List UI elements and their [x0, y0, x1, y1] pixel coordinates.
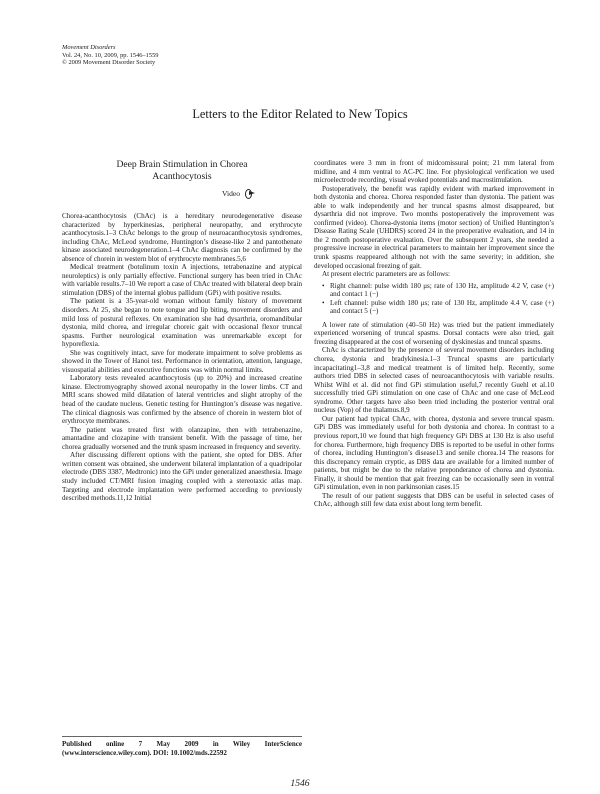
left-paragraph: Laboratory tests revealed acanthocytosis (up to 20%) and increased creatine kinase. Electromyography showed axonal neuropathy in the lower limbs. CT and MRI scans showed mild dilatation of lateral ventricles and slight atrophy of the head of the caudate nucleus. Genetic testing for Huntington’s disease was negative. The clinical diagnosis was confirmed by the absence of chorein in western blot of erythrocyte membranes. [62, 374, 302, 426]
right-paragraph: ChAc is characterized by the presence of several movement disorders including chorea, dystonia and bradykinesia.1–3 Truncal spasms are particularly incapacitating1–3,8 and medical treatment is of limited help. Recently, some authors tried DBS in selected cases of neuroacanthocytosis with variable results. Whilst Wihl et al. did not find GPi stimulation useful,7 recently Guehl et al.10 successfully tried GPi stimulation on one case of ChAc and one case of McLeod syndrome. Other targets have also been tried including the posterior ventral oral nucleus (Vop) of the thalamus.8,9 [314, 346, 554, 415]
parameter-list [314, 282, 554, 316]
journal-header [62, 44, 158, 67]
parameter-item [322, 282, 554, 299]
right-paragraph: Postoperatively, the benefit was rapidly evident with marked improvement in both dystonia and chorea. Chorea responded faster than dystonia. The patient was able to walk independently and her truncal spasms almost disappeared, but dysarthria did not improve. Two months postoperatively the improvement was confirmed (video). Chorea-dystonia items (motor section) of Unified Huntington’s Disease Rating Scale (UHDRS) scored 24 in the preoperative evaluation, and 14 in the 2 month postoperative evaluation. Over the subsequent 2 years, she needed a progressive increase in electrical parameters to maintain her improvement since the trunk spasms reappeared although not with the same severity; in addition, she developed occasional freezing of gait. [314, 184, 554, 270]
section-title: Letters to the Editor Related to New Topics [192, 107, 408, 121]
right-column [314, 159, 554, 509]
video-camera-icon [245, 188, 257, 198]
left-column [62, 212, 302, 503]
left-paragraph: After discussing different options with the patient, she opted for DBS. After written consent was obtained, she underwent bilateral implantation of a quadripolar electrode (DBS 3387, Medtronic) into the GPi under generalized anaesthesia. Image study included CT/MRI fusion imaging coupled with a stereotaxic atlas map. Targeting and electrode implantation were performed according to previously described methods.11,12 Initial [62, 451, 302, 503]
journal-citation: Vol. 24, No. 10, 2009, pp. 1546–1559 [62, 51, 159, 59]
left-paragraph: The patient is a 35-year-old woman without family history of movement disorders. At 25, she began to note tongue and lip biting, movement disorders and mild loss of postural reflexes. On examination she had dysarthria, oromandibular dystonia, mild chorea, and irregular choreic gait with occasional flexor truncal spasms. Further neurological examination was unremarkable except for hyporeflexia. [62, 297, 302, 349]
footnote-divider [62, 736, 302, 737]
parameter-text: • Right channel: pulse width 180 μs; rate of 130 Hz, amplitude 4.2 V, case (+) and contact 1 (−) [330, 281, 554, 299]
journal-name: Movement Disorders [62, 44, 116, 51]
video-badge[interactable] [222, 188, 257, 198]
article-title-line1: Deep Brain Stimulation in Chorea [116, 159, 248, 170]
left-paragraph: The patient was treated first with olanzapine, then with tetrabenazine, amantadine and clozapine with transient benefit. With the passage of time, her chorea gradually worsened and the trunk spasm increased in frequency and severity. [62, 425, 302, 451]
left-paragraph: Medical treatment (botulinum toxin A injections, tetrabenazine and atypical neuroleptics) is only partially effective. Functional surgery has been tried in ChAc with variable results.7–10 We report a case of ChAc treated with bilateral deep brain stimulation (DBS) of the internal globus pallidum (GPi) with positive results. [62, 263, 303, 297]
article-title [62, 159, 302, 183]
left-paragraph: Chorea-acanthocytosis (ChAc) is a hereditary neurodegenerative disease characterized by hyperkinesias, peripheral neuropathy, and erythrocyte acanthocytosis.1–3 ChAc belongs to the group of neuroacanthocytosis syndromes, including ChAc, McLeod syndrome, Huntington’s disease-like 2 and pantothenate kinase associated neurodegeneration.1–4 ChAc diagnosis can be confirmed by the absence of chorein in western blot of erythrocyte membranes.5,6 [62, 212, 302, 263]
parameter-item [322, 299, 554, 316]
journal-copyright: © 2009 Movement Disorder Society [62, 59, 156, 67]
right-paragraph: coordinates were 3 mm in front of midcomissural point; 21 mm lateral from midline, and 4 mm ventral to AC-PC line. For physiological verification we used microelectrode recording, visual evoked potentials and macrostimulation. [314, 159, 554, 185]
left-paragraph: She was cognitively intact, save for moderate impairment to solve problems as showed in the Tower of Hanoi test. Performance in orientation, attention, language, visuospatial abilities and executive functions was within normal limits. [62, 348, 302, 374]
parameter-text: • Left channel: pulse width 180 μs; rate of 130 Hz, amplitude 4.4 V, case (+) and contact 5 (−) [330, 298, 554, 316]
right-paragraph: Our patient had typical ChAc, with chorea, dystonia and severe truncal spasm. GPi DBS was immediately useful for both dystonia and chorea. In contrast to a previous report,10 we found that high frequency GPi DBS at 130 Hz is also useful for chorea. Furthermore, high frequency DBS is reported to be useful in other forms of chorea, including Huntington’s disease13 and senile chorea.14 The reasons for this discrepancy remain cryptic, as DBS data are available for a limited number of patients, but might be due to the relative preponderance of chorea and dystonia. Finally, it should be mention that gait freezing can be occasionally seen in ventral GPi stimulation, even in non parkinsonian cases.15 [314, 414, 554, 492]
right-paragraph: A lower rate of stimulation (40–50 Hz) was tried but the patient immediately experienced worsening of truncal spasms. Dorsal contacts were also tried, gait freezing disappeared at the cost of worsening of dyskinesias and truncal spasms. [314, 320, 554, 346]
article-title-line2: Acanthocytosis [152, 171, 212, 182]
published-note: Published online 7 May 2009 in Wiley InterScience (www.interscience.wiley.com). DOI: 10.1002/mds.22592 [62, 740, 302, 757]
right-paragraph: The result of our patient suggests that DBS can be useful in selected cases of ChAc, although still few data exist about long term benefit. [314, 491, 554, 509]
right-paragraph: At present electric parameters are as follows: [322, 270, 451, 279]
page-number: 1546 [290, 778, 310, 789]
video-label: Video [222, 188, 241, 198]
